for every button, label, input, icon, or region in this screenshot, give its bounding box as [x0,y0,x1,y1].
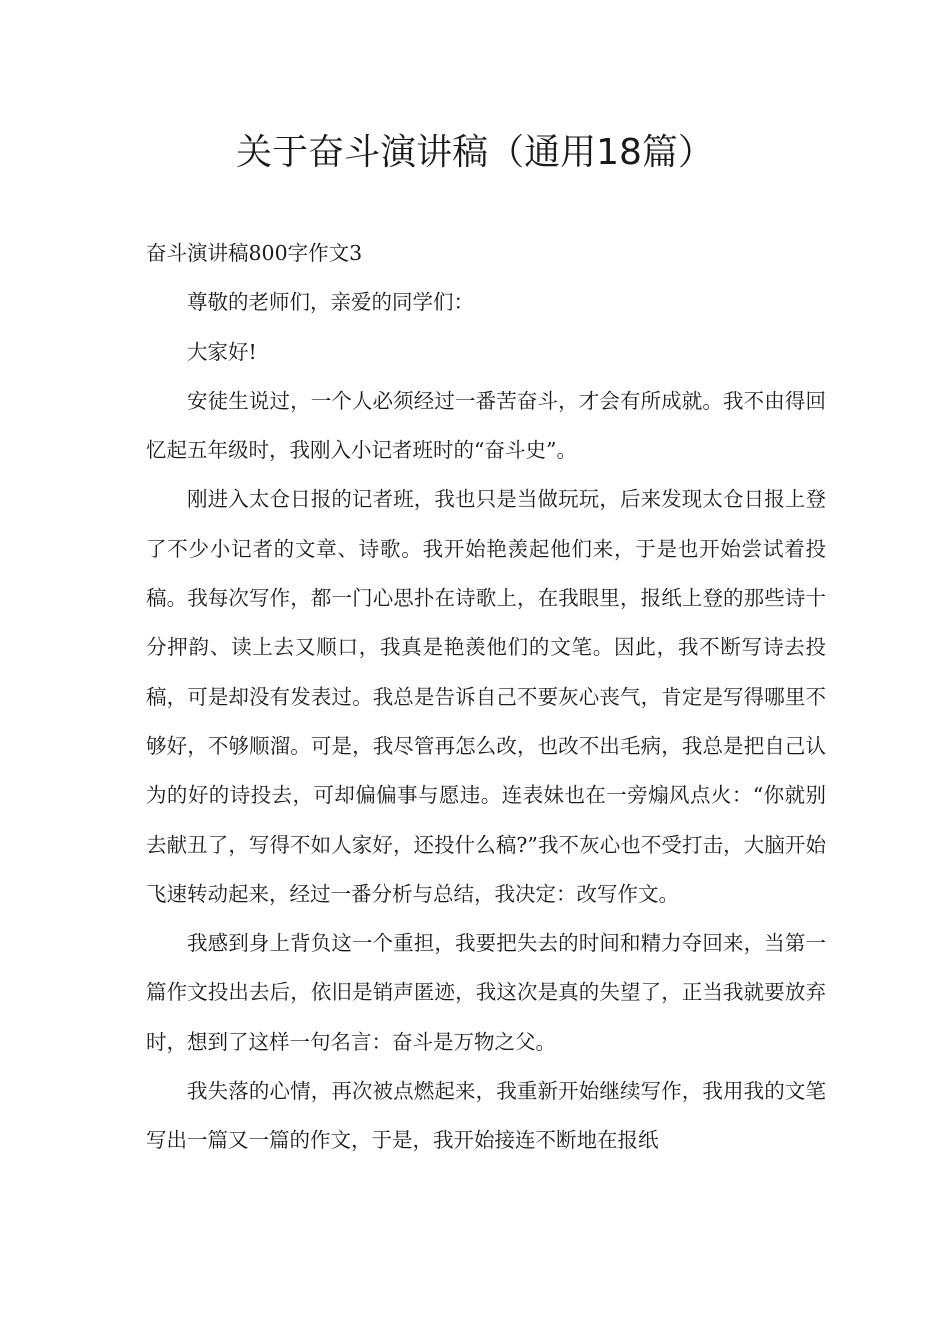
document-title: 关于奋斗演讲稿（通用18篇） [236,132,714,173]
paragraph-greeting: 尊敬的老师们，亲爱的同学们： [187,290,474,315]
paragraph-burden: 我感到身上背负这一个重担，我要把失去的时间和精力夺回来，当第一篇作文投出去后，依旧是销声匿迹，我这次是真的失望了，正当我就要放弃时，想到了这样一句名言：奋斗是万物之父。 [146,931,826,1054]
paragraph-andersen-quote: 安徒生说过，一个人必须经过一番苦奋斗，才会有所成就。我不由得回忆起五年级时，我刚入小记者班时的“奋斗史”。 [146,388,826,463]
section-heading: 奋斗演讲稿800字作文3 [146,241,363,265]
paragraph-reporter-class: 刚进入太仓日报的记者班，我也只是当做玩玩，后来发现太仓日报上登了不少小记者的文章、诗歌。我开始艳羡起他们来，于是也开始尝试着投稿。我每次写作，都一门心思扑在诗歌上，在我眼里，报纸上登的那些诗十分押韵、读上去又顺口，我真是艳羡他们的文笔。因此，我不断写诗去投稿，可是却没有发表过。我总是告诉自己不要灰心丧气，肯定是写得哪里不够好，不够顺溜。可是，我尽管再怎么改，也改不出毛病，我总是把自己认为的好的诗投去，可却偏偏事与愿违。连表妹也在一旁煽风点火：“你就别去献丑了，写得不如人家好，还投什么稿?”我不灰心也不受打击，大脑开始飞速转动起来，经过一番分析与总结，我决定：改写作文。 [146,487,826,906]
paragraph-rekindled: 我失落的心情，再次被点燃起来，我重新开始继续写作，我用我的文笔写出一篇又一篇的作文，于是，我开始接连不断地在报纸 [146,1079,826,1153]
document-body [146,229,826,1166]
paragraph-hello: 大家好! [187,339,257,364]
